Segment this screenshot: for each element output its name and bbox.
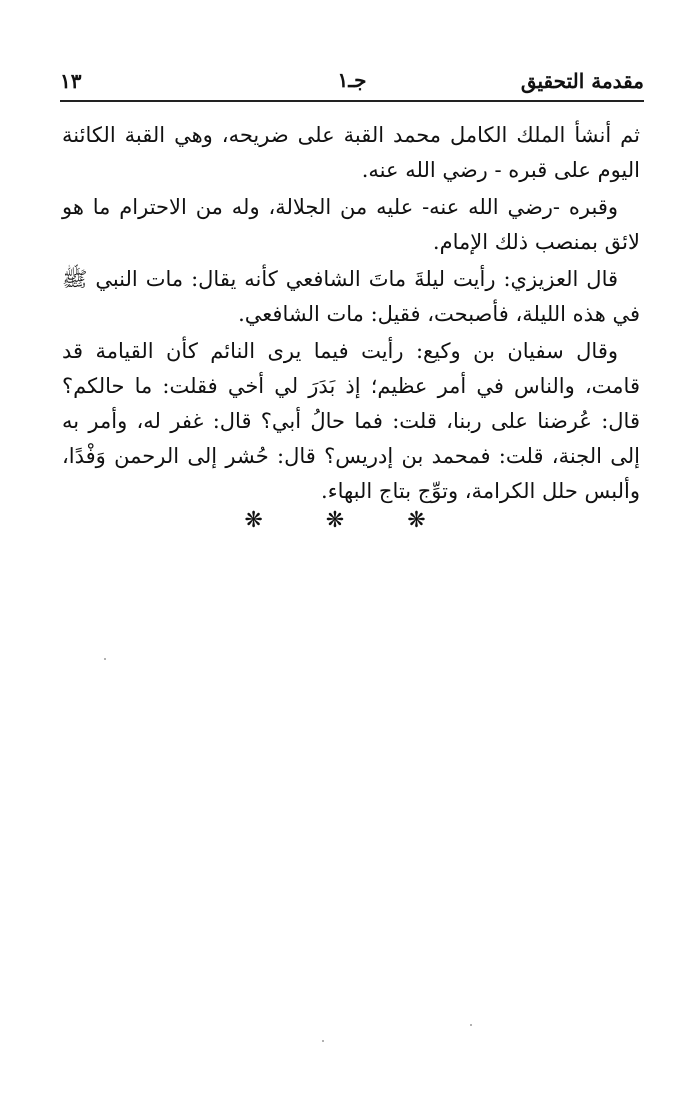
body-text bbox=[62, 118, 640, 511]
paragraph: وقبره -رضي الله عنه- عليه من الجلالة، وله من الاحترام ما هو لائق بمنصب ذلك الإمام. bbox=[62, 195, 640, 254]
scan-speck bbox=[322, 1040, 324, 1042]
scan-speck bbox=[470, 1024, 472, 1026]
paragraph: قال العزيزي: رأيت ليلةَ ماتَ الشافعي كأنه يقال: مات النبي ﷺ في هذه الليلة، فأصبحت، فقيل: مات الشافعي. bbox=[62, 267, 640, 326]
paragraph: ثم أنشأ الملك الكامل محمد القبة على ضريحه، وهي القبة الكائنة اليوم على قبره - رضي الله عنه. bbox=[62, 123, 640, 182]
header-rule bbox=[60, 100, 644, 102]
header-title: مقدمة التحقيق bbox=[520, 69, 644, 93]
page-number: ١٣ bbox=[60, 69, 82, 93]
scan-speck bbox=[104, 658, 106, 660]
section-separator: ❋ ❋ ❋ bbox=[244, 508, 454, 533]
page-header bbox=[60, 68, 644, 94]
paragraph: وقال سفيان بن وكيع: رأيت فيما يرى النائم كأن القيامة قد قامت، والناس في أمر عظيم؛ إذ بَدَرَ لي أخي فقلت: ما حالكم؟ قال: عُرضنا على ربنا، قلت: فما حالُ أبي؟ قال: غفر له، وأمر به إلى الجنة، قلت: فمحمد بن إدريس؟ قال: حُشر إلى الرحمن وَفْدًا، وألبس حلل الكرامة، وتوِّج بتاج البهاء. bbox=[62, 339, 640, 503]
volume-label: جـ١ bbox=[337, 68, 367, 92]
